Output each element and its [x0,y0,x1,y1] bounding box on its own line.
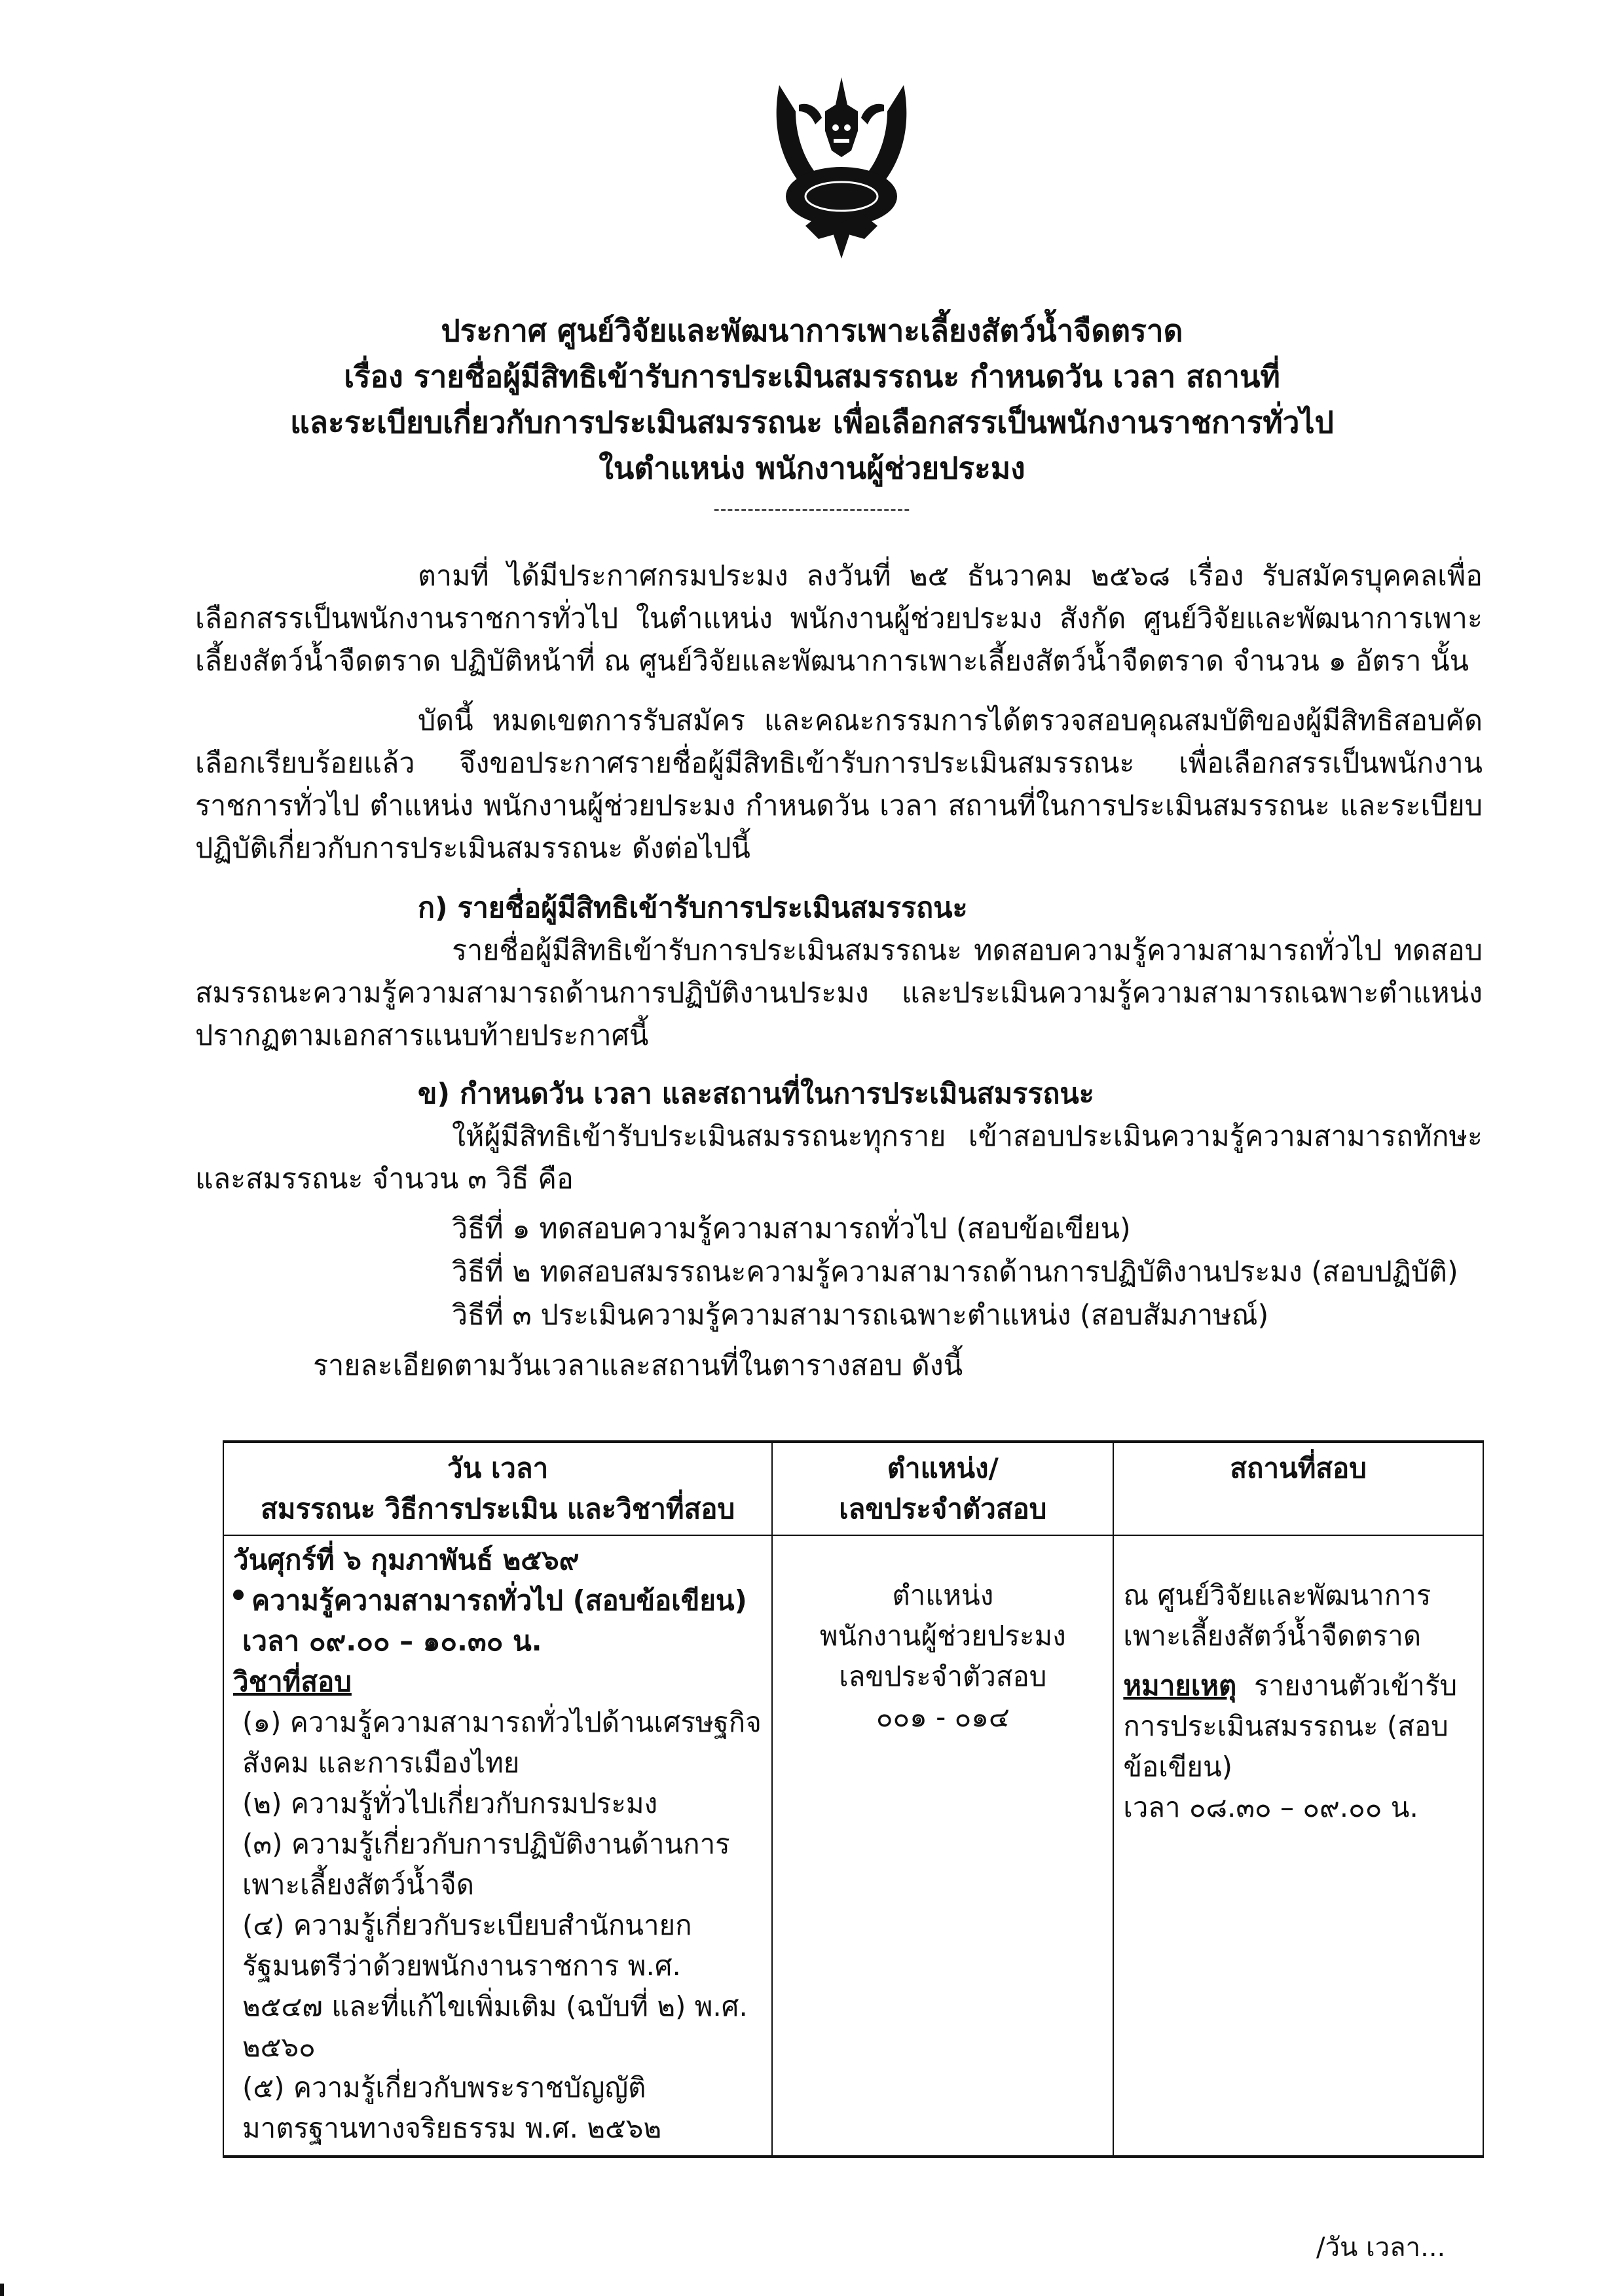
position-line: ตำแหน่ง [892,1579,994,1611]
title-line: ประกาศ ศูนย์วิจัยและพัฒนาการเพาะเลี้ยงสัตว์น้ำจืดตราด [441,313,1183,348]
venue-text: ณ ศูนย์วิจัยและพัฒนาการเพาะเลี้ยงสัตว์น้ำจืดตราด [1123,1579,1431,1652]
method-item: วิธีที่ ๑ ทดสอบความรู้ความสามารถทั่วไป (สอบข้อเขียน) [452,1212,1131,1245]
subjects-heading: วิชาที่สอบ [233,1666,352,1698]
document-body [195,555,1483,1387]
title-line: และระเบียบเกี่ยวกับการประเมินสมรรถนะ เพื่อเลือกสรรเป็นพนักงานราชการทั่วไป [290,405,1334,440]
header-venue: สถานที่สอบ [1113,1442,1483,1535]
subject-item: (๒) ความรู้ทั่วไปเกี่ยวกับกรมประมง [242,1787,658,1819]
section-a-text: รายชื่อผู้มีสิทธิเข้ารับการประเมินสมรรถนะ ทดสอบความรู้ความสามารถทั่วไป ทดสอบสมรรถนะความรู้ความสามารถด้านการปฏิบัติงานประมง และประเมินความรู้ความสามารถเฉพาะตำแหน่ง ปรากฏตามเอกสารแนบท้ายประกาศนี้ [195,934,1483,1052]
position-line: พนักงานผู้ช่วยประมง [819,1620,1066,1652]
bullet-icon [233,1590,244,1600]
subject-item: (๓) ความรู้เกี่ยวกับการปฏิบัติงานด้านการเพาะเลี้ยงสัตว์น้ำจืด [242,1828,730,1901]
cell-position [772,1535,1113,2157]
method-item: วิธีที่ ๒ ทดสอบสมรรถนะความรู้ความสามารถด้านการปฏิบัติงานประมง (สอบปฏิบัติ) [452,1256,1458,1288]
continuation-marker: /วัน เวลา... [1316,2232,1446,2263]
section-a-heading: ก) รายชื่อผู้มีสิทธิเข้ารับการประเมินสมรรถนะ [418,892,968,924]
header-position-id: ตำแหน่ง/ เลขประจำตัวสอบ [772,1442,1113,1535]
position-line: เลขประจำตัวสอบ [839,1660,1047,1692]
title-line: เรื่อง รายชื่อผู้มีสิทธิเข้ารับการประเมินสมรรถนะ กำหนดวัน เวลา สถานที่ [344,359,1280,394]
assessment-item: ความรู้ความสามารถทั่วไป (สอบข้อเขียน) [233,1580,762,1621]
subject-item: (๑) ความรู้ความสามารถทั่วไปด้านเศรษฐกิจ สังคม และการเมืองไทย [242,1706,762,1779]
cell-venue [1113,1535,1483,2157]
table-header-row [223,1442,1483,1535]
venue-note [1123,1666,1473,1787]
intro-paragraph: ตามที่ ได้มีประกาศกรมประมง ลงวันที่ ๒๕ ธันวาคม ๒๕๖๘ เรื่อง รับสมัครบุคคลเพื่อเลือกสรรเป็นพนักงานราชการทั่วไป ในตำแหน่ง พนักงานผู้ช่วยประมง สังกัด ศูนย์วิจัยและพัฒนาการเพาะเลี้ยงสัตว์น้ำจืดตราด ปฏิบัติหน้าที่ ณ ศูนย์วิจัยและพัฒนาการเพาะเลี้ยงสัตว์น้ำจืดตราด จำนวน ๑ อัตรา นั้น [195,560,1483,678]
header-date-assessment: วัน เวลา สมรรถนะ วิธีการประเมิน และวิชาที่สอบ [223,1442,772,1535]
title-line: ในตำแหน่ง พนักงานผู้ช่วยประมง [599,450,1025,486]
exam-time: เวลา ๐๙.๐๐ – ๑๐.๓๐ น. [242,1625,542,1657]
table-intro: รายละเอียดตามวันเวลาและสถานที่ในตารางสอบ ดังนี้ [313,1349,963,1382]
title-separator: ----------------------------- [713,500,911,519]
section-b-heading: ข) กำหนดวัน เวลา และสถานที่ในการประเมินสมรรถนะ [418,1078,1094,1110]
note-label: หมายเหตุ [1123,1669,1237,1702]
subject-item: (๔) ความรู้เกี่ยวกับระเบียบสำนักนายกรัฐมนตรีว่าด้วยพนักงานราชการ พ.ศ. ๒๕๔๗ และที่แก้ไขเพิ่มเติม (ฉบับที่ ๒) พ.ศ. ๒๕๖๐ [242,1909,748,2063]
scan-edge-mark [0,2284,4,2296]
subject-item: (๕) ความรู้เกี่ยวกับพระราชบัญญัติ มาตรฐานทางจริยธรรม พ.ศ. ๒๕๖๒ [242,2071,662,2144]
checkin-time: เวลา ๐๘.๓๐ – ๐๙.๐๐ น. [1123,1791,1418,1823]
exam-id-range: ๐๐๑ - ๐๑๔ [876,1701,1010,1733]
cell-date-assessment [223,1535,772,2157]
method-item: วิธีที่ ๓ ประเมินความรู้ความสามารถเฉพาะตำแหน่ง (สอบสัมภาษณ์) [452,1299,1269,1332]
note-text: รายงานตัวเข้ารับการประเมินสมรรถนะ (สอบข้อเขียน) [1123,1669,1458,1783]
section-b-text: ให้ผู้มีสิทธิเข้ารับประเมินสมรรถนะทุกราย เข้าสอบประเมินความรู้ความสามารถทักษะ และสมรรถนะ จำนวน ๓ วิธี คือ [195,1120,1483,1195]
garuda-emblem-icon [760,65,923,262]
table-row [223,1535,1483,2157]
exam-schedule-table [223,1440,1484,2158]
exam-date: วันศุกร์ที่ ๖ กุมภาพันธ์ ๒๕๖๙ [233,1544,580,1576]
announcement-paragraph: บัดนี้ หมดเขตการรับสมัคร และคณะกรรมการได้ตรวจสอบคุณสมบัติของผู้มีสิทธิสอบคัดเลือกเรียบร้อยแล้ว จึงขอประกาศรายชื่อผู้มีสิทธิเข้ารับการประเมินสมรรถนะ เพื่อเลือกสรรเป็นพนักงานราชการทั่วไป ตำแหน่ง พนักงานผู้ช่วยประมง กำหนดวัน เวลา สถานที่ในการประเมินสมรรถนะ และระเบียบปฏิบัติเกี่ยวกับการประเมินสมรรถนะ ดังต่อไปนี้ [195,704,1483,865]
announcement-title [0,308,1624,521]
